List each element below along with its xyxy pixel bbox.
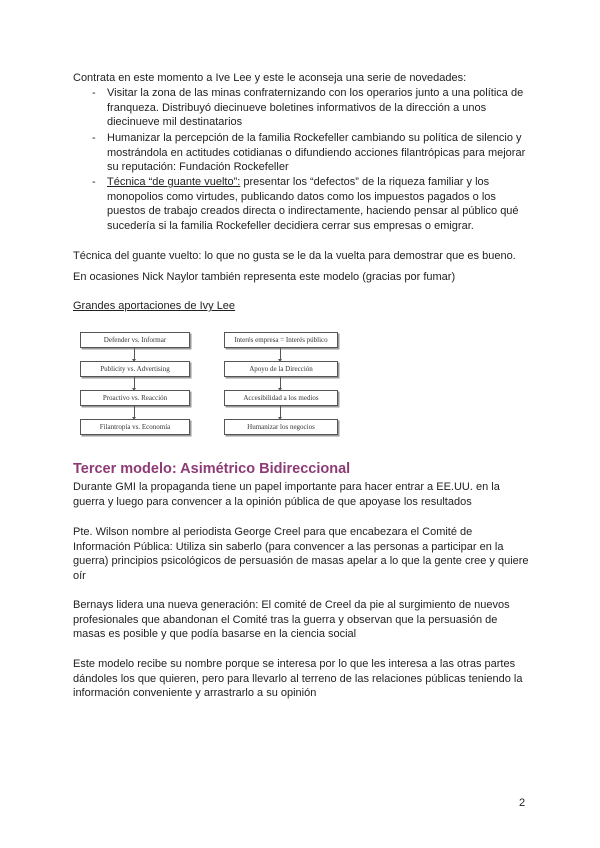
diagram-box: Defender vs. Informar <box>80 332 190 348</box>
bullet-dash: - <box>92 176 96 188</box>
arrow-icon <box>280 348 281 359</box>
diagram-box: Proactivo vs. Reacción <box>80 390 190 406</box>
arrow-icon <box>280 406 281 417</box>
diagram-box: Apoyo de la Dirección <box>224 361 338 377</box>
page-number: 2 <box>519 797 526 809</box>
list-item <box>92 86 532 130</box>
bullet-dash: - <box>92 87 96 99</box>
list-item-text: Humanizar la percepción de la familia Rockefeller cambiando su política de silencio y mostrándola en actitudes cotidianas o difundiendo acciones filantrópicas para mejorar su reputación: Fundación Rockefeller <box>107 132 526 174</box>
paragraph: Durante GMI la propaganda tiene un papel importante para hacer entrar a EE.UU. en la guerra y luego para convencer a la opinión pública de que apoyase los resultados <box>73 481 500 508</box>
ivy-lee-diagram <box>76 328 338 438</box>
arrow-icon <box>280 377 281 388</box>
diagram-box: Interés empresa = Interés público <box>224 332 338 348</box>
aportaciones-title: Grandes aportaciones de Ivy Lee <box>73 300 236 312</box>
section-heading: Tercer modelo: Asimétrico Bidireccional <box>73 461 351 477</box>
arrow-icon <box>134 377 135 388</box>
arrow-icon <box>134 348 135 359</box>
diagram-box: Humanizar los negocios <box>224 419 338 435</box>
underlined-term: Técnica “de guante vuelto”: <box>107 176 241 188</box>
list-item-rest: presentar los “defectos” de la riqueza familiar y los monopolios como virtudes, publicando datos como los impuestos pagados o los puestos de trabajo creados directa o indirectamente, haciendo pensar al público qué sucedería si la familia Rockefeller decidiera cerrar sus empresas o emigrar. <box>107 176 519 232</box>
guante-paragraph: Técnica del guante vuelto: lo que no gusta se le da la vuelta para demostrar que es bueno. <box>73 250 516 262</box>
list-item-text: Visitar la zona de las minas confraternizando con los operarios junto a una política de franqueza. Distribuyó diecinueve boletines informativos de la dirección a unos diecinueve mil destinatarios <box>107 87 524 129</box>
intro-paragraph: Contrata en este momento a Ive Lee y este le aconseja una serie de novedades: <box>73 72 467 84</box>
diagram-box: Filantropía vs. Economía <box>80 419 190 435</box>
naylor-paragraph: En ocasiones Nick Naylor también representa este modelo (gracias por fumar) <box>73 271 456 283</box>
diagram-box: Publicity vs. Advertising <box>80 361 190 377</box>
bullet-dash: - <box>92 132 96 144</box>
list-item <box>92 131 532 175</box>
list-item-text <box>107 175 532 233</box>
paragraph: Bernays lidera una nueva generación: El comité de Creel da pie al surgimiento de nuevos profesionales que abandonan el Comité tras la guerra y observan que la persuasión de masas es posible y que podía basarse en la ciencia social <box>73 599 510 641</box>
diagram-box: Accesibilidad a los medios <box>224 390 338 406</box>
arrow-icon <box>134 406 135 417</box>
list-item <box>92 175 532 233</box>
paragraph: Este modelo recibe su nombre porque se interesa por lo que les interesa a las otras partes dándoles los que quieren, pero para llevarlo al terreno de las relaciones públicas teniendo la información conveniente y arrastrarlo a su opinión <box>73 658 523 700</box>
paragraph: Pte. Wilson nombre al periodista George Creel para que encabezara el Comité de Información Pública: Utiliza sin saberlo (para convencer a las personas a participar en la guerra) principios psicológicos de persuasión de masas apelar a lo que la gente cree y quiere oír <box>73 526 529 582</box>
